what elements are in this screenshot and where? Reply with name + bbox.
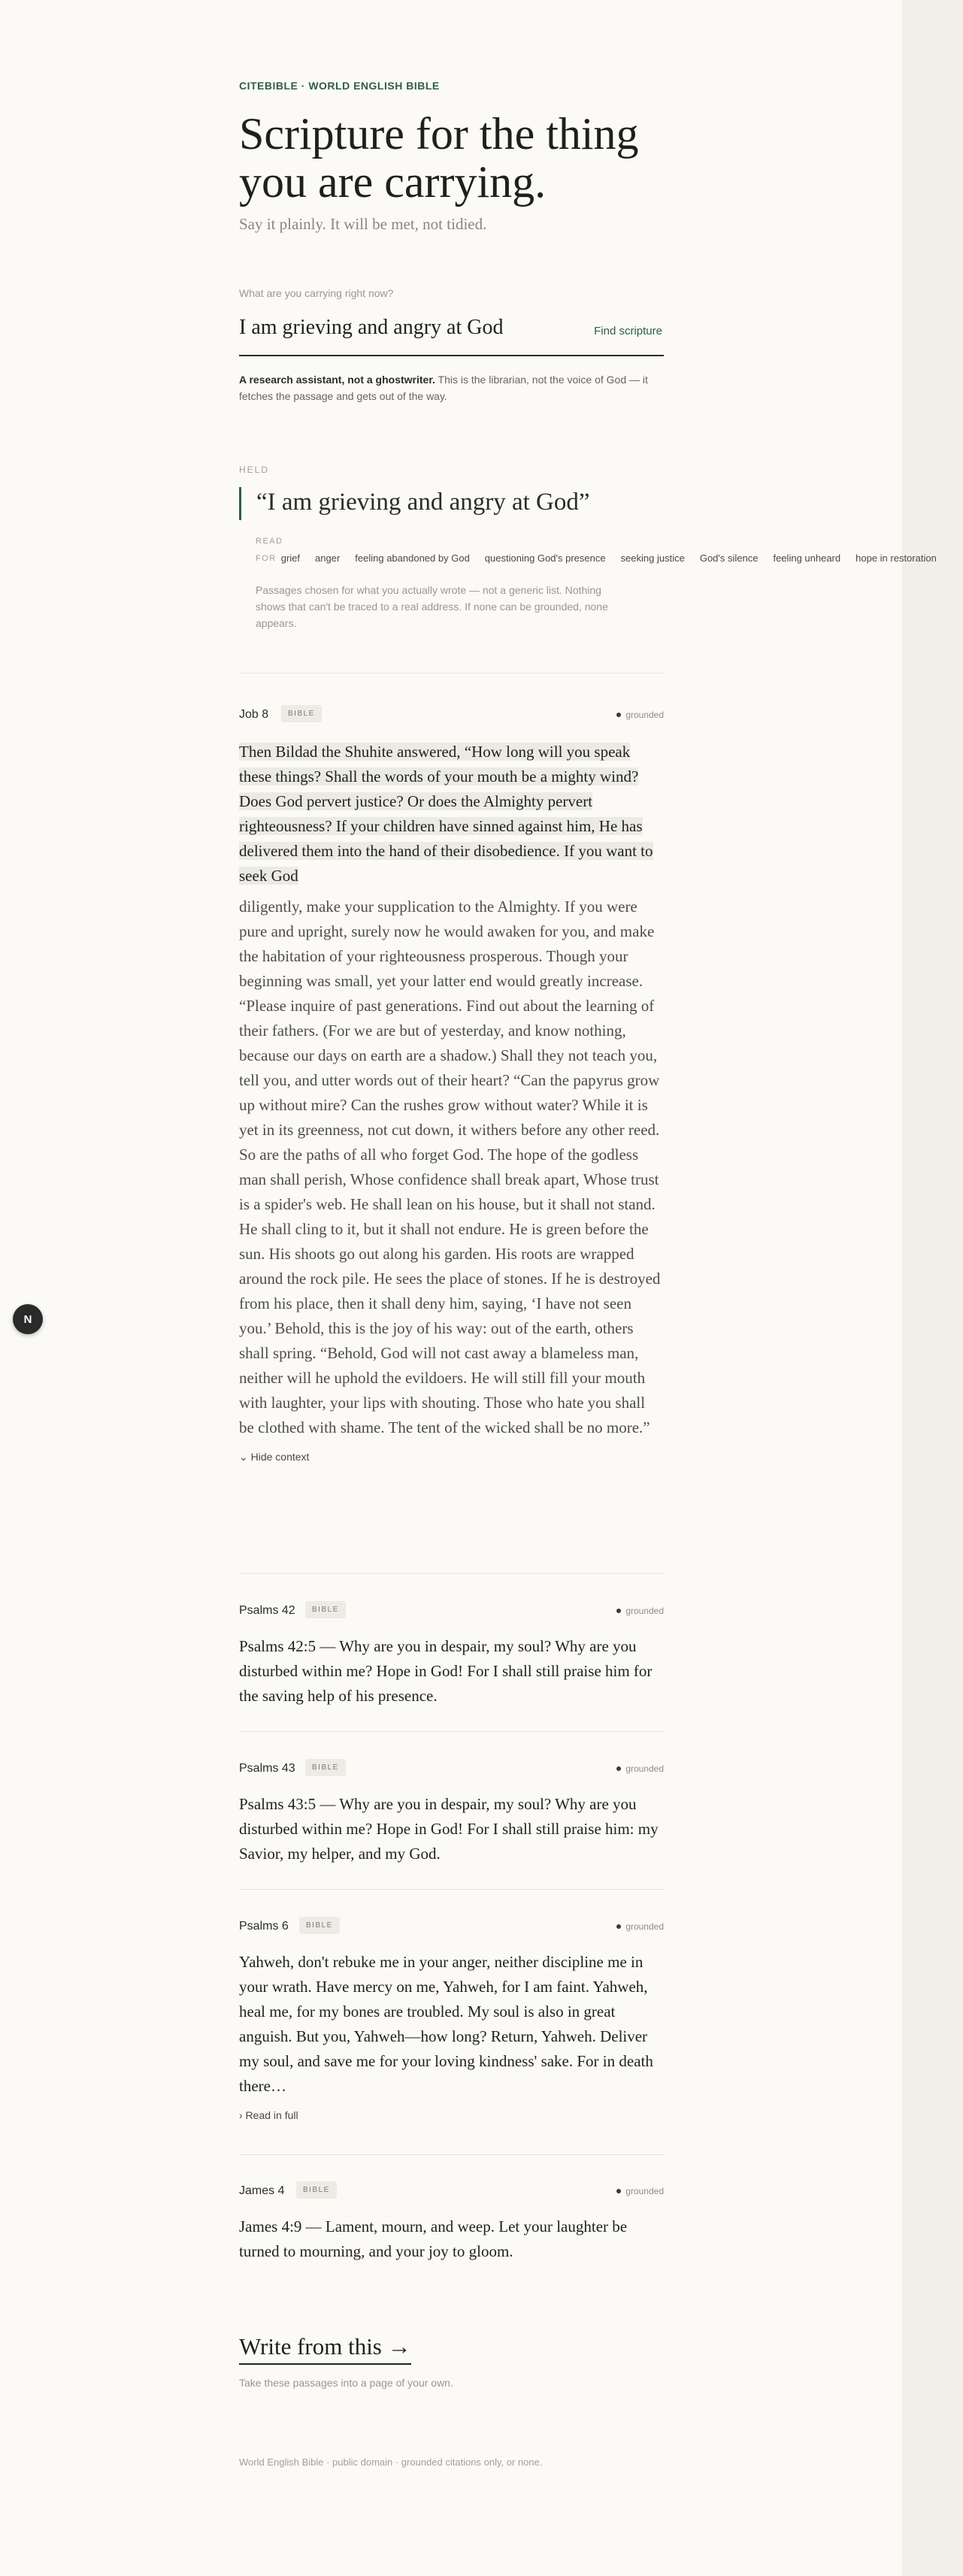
question-input[interactable] bbox=[239, 316, 562, 340]
hide-context-button[interactable]: ⌄ Hide context bbox=[239, 1451, 310, 1463]
assistant-note bbox=[239, 371, 664, 404]
verse-text: Yahweh, don't rebuke me in your anger, neither discipline me in your wrath. Have mercy on me, Yahweh, for I am faint. Yahweh, heal me, for my bones are troubled. My soul is also in great anguish. But you, Yahweh—how long? Return, Yahweh. Deliver my soul, and save me for your loving kindness' sake. For in death there… bbox=[239, 1953, 653, 2095]
for-label: FOR bbox=[256, 553, 277, 563]
passages-note: Passages chosen for what you actually wrote — not a generic list. Nothing shows that can't be traced to a real address. If none can be grounded, none appears. bbox=[256, 584, 608, 629]
grounded-status: grounded bbox=[616, 710, 664, 720]
theme-tag: questioning God's presence bbox=[484, 552, 606, 564]
result-card bbox=[239, 705, 664, 1464]
source-badge: BIBLE bbox=[281, 705, 322, 722]
result-card bbox=[239, 1601, 664, 1709]
result-card bbox=[239, 1759, 664, 1866]
result-header bbox=[239, 1759, 664, 1778]
read-in-full-button[interactable]: › Read in full bbox=[239, 2109, 298, 2121]
grounded-status: grounded bbox=[616, 1921, 664, 1932]
brand-label: CITEBIBLE · WORLD ENGLISH BIBLE bbox=[239, 80, 440, 92]
source-badge: BIBLE bbox=[299, 1917, 340, 1934]
hero-subtitle: Say it plainly. It will be met, not tidied. bbox=[239, 215, 487, 233]
grounded-status: grounded bbox=[616, 1606, 664, 1616]
n-badge-button[interactable]: N bbox=[13, 1304, 43, 1334]
result-reference[interactable]: Psalms 43 bbox=[239, 1762, 295, 1775]
theme-tag: grief bbox=[280, 552, 301, 564]
theme-tag: feeling unheard bbox=[773, 552, 841, 564]
source-badge: BIBLE bbox=[305, 1759, 346, 1776]
highlighted-passage: Then Bildad the Shuhite answered, “How long will you speak these things? Shall the words of your mouth be a mighty wind? Does God pervert justice? Or does the Almighty pervert righteousness? If your children have sinned against him, He has delivered them into the hand of their disobedience. If you want to seek God bbox=[239, 743, 653, 885]
footer-note: World English Bible · public domain · grounded citations only, or none. bbox=[239, 2456, 543, 2468]
result-header bbox=[239, 2181, 664, 2201]
theme-tag: seeking justice bbox=[620, 552, 685, 564]
result-reference[interactable]: Psalms 6 bbox=[239, 1920, 289, 1933]
held-quote: “I am grieving and angry at God” bbox=[239, 487, 590, 520]
surrounding-context: diligently, make your supplication to the Almighty. If you were pure and upright, surely now he would awaken for you, and make the habitation of your righteousness prosperous. Though your beginning was small, yet your latter end would greatly increase. “Please inquire of past generations. Find out about the learning of their fathers. (For we are but of yesterday, and know nothing, because our days on earth are a shadow.) Shall they not teach you, tell you, and utter words out of their heart? “Can the papyrus grow up without mire? Can the rushes grow without water? While it is yet in its greenness, not cut down, it withers before any other reed. So are the paths of all who forget God. The hope of the godless man shall perish, Whose confidence shall break apart, Whose trust is a spider's web. He shall lean on his house, but it shall not stand. He shall cling to it, but it shall not endure. He is green before the sun. His shoots go out along his garden. His roots are wrapped around the rock pile. He sees the place of stones. If he is destroyed from his place, then it shall deny him, saying, ‘I have not seen you.’ Behold, this is the joy of his way: out of the earth, others shall spring. “Behold, God will not cast away a blameless man, neither will he uphold the evildoers. He will still fill your mouth with laughter, your lips with shouting. Those who hate you shall be clothed with shame. The tent of the wicked shall be no more.” bbox=[239, 898, 661, 1436]
result-header bbox=[239, 1917, 664, 1936]
find-scripture-button[interactable]: Find scripture bbox=[594, 325, 662, 338]
hero-title: Scripture for the thing you are carrying. bbox=[239, 109, 639, 207]
divider bbox=[239, 1889, 664, 1890]
held-label: HELD bbox=[239, 465, 270, 475]
source-badge: BIBLE bbox=[305, 1601, 346, 1618]
write-subtitle: Take these passages into a page of your own. bbox=[239, 2377, 453, 2389]
theme-tag: anger bbox=[315, 552, 341, 564]
theme-tags bbox=[256, 552, 952, 564]
result-header bbox=[239, 1601, 664, 1621]
result-card bbox=[239, 2181, 664, 2264]
assistant-note-bold: A research assistant, not a ghostwriter. bbox=[239, 374, 435, 386]
question-label: What are you carrying right now? bbox=[239, 287, 394, 299]
assistant-note-text: This is the librarian, not the voice of God — it fetches the passage and gets out of the way. bbox=[239, 374, 648, 402]
theme-tag: hope in restoration bbox=[855, 552, 937, 564]
question-row bbox=[239, 310, 664, 356]
divider bbox=[239, 2154, 664, 2155]
source-badge: BIBLE bbox=[296, 2181, 337, 2199]
side-rail bbox=[902, 0, 963, 2576]
verse-text: Psalms 43:5 — Why are you in despair, my soul? Why are you disturbed within me? Hope in God! For I shall still praise him: my Savior, my helper, and my God. bbox=[239, 1795, 659, 1863]
divider bbox=[239, 673, 664, 674]
theme-tag: God's silence bbox=[699, 552, 759, 564]
result-reference[interactable]: Psalms 42 bbox=[239, 1604, 295, 1617]
grounded-status: grounded bbox=[616, 2186, 664, 2196]
grounded-status: grounded bbox=[616, 1763, 664, 1774]
write-from-this-link[interactable]: Write from this → bbox=[239, 2333, 411, 2365]
result-card bbox=[239, 1917, 664, 2123]
verse-text: Psalms 42:5 — Why are you in despair, my soul? Why are you disturbed within me? Hope in God! For I shall still praise him for the saving help of his presence. bbox=[239, 1637, 653, 1705]
theme-tag: feeling abandoned by God bbox=[355, 552, 470, 564]
verse-text: James 4:9 — Lament, mourn, and weep. Let your laughter be turned to mourning, and your joy to gloom. bbox=[239, 2217, 628, 2260]
verse-text bbox=[239, 740, 664, 888]
divider bbox=[239, 1731, 664, 1732]
result-reference[interactable]: Job 8 bbox=[239, 708, 269, 721]
divider bbox=[239, 1573, 664, 1574]
result-header bbox=[239, 705, 664, 725]
read-label: READ bbox=[256, 537, 283, 546]
result-reference[interactable]: James 4 bbox=[239, 2184, 285, 2197]
